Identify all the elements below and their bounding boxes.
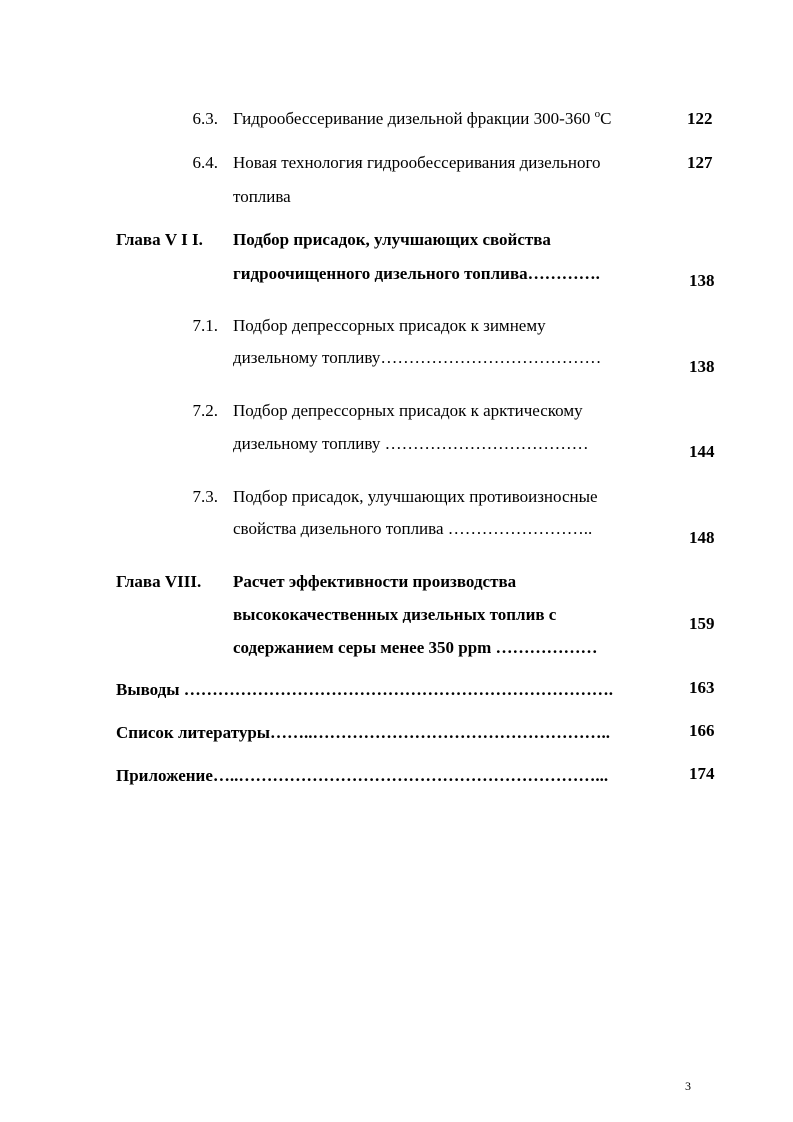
toc-conclusions-page: 163	[689, 678, 715, 697]
toc-ch8-page: 159	[689, 614, 715, 633]
toc-6-4-number: 6.4.	[192, 153, 218, 172]
toc-7-3-line1: Подбор присадок, улучшающих противоизносные	[233, 487, 598, 506]
toc-references-label: Список литературы……..……………………………………………..	[116, 723, 611, 742]
toc-7-1-number: 7.1.	[192, 316, 218, 335]
toc-ch7-line2: гидроочищенного дизельного топлива………….	[233, 264, 600, 283]
toc-6-3-degree: o	[594, 108, 601, 120]
toc-6-3-text: Гидрообессеривание дизельной фракции 300-360	[233, 109, 595, 128]
toc-ch8-label: Глава VIII.	[116, 572, 202, 591]
toc-7-3-number: 7.3.	[192, 487, 218, 506]
toc-ch8-line1: Расчет эффективности производства	[233, 572, 517, 591]
toc-ch7-page: 138	[689, 271, 715, 290]
page-number: 3	[685, 1079, 691, 1093]
toc-7-2-page: 144	[689, 442, 715, 461]
toc-references-page: 166	[689, 721, 715, 740]
toc-appendix-page: 174	[689, 764, 715, 783]
toc-6-3-unit: C	[600, 109, 612, 128]
toc-6-3-number: 6.3.	[192, 109, 218, 128]
toc-7-1-line2: дизельному топливу…………………………………	[233, 348, 602, 367]
toc-6-4-page: 127	[687, 153, 713, 172]
toc-ch8-line3: содержанием серы менее 350 ppm ………………	[233, 638, 598, 657]
toc-appendix-label: Приложение…..………………………………………………………...	[116, 766, 609, 785]
toc-7-3-line2: свойства дизельного топлива ……………………..	[233, 519, 593, 538]
toc-6-3-title	[233, 109, 611, 129]
toc-7-3-page: 148	[689, 528, 715, 547]
toc-7-1-line1: Подбор депрессорных присадок к зимнему	[233, 316, 546, 335]
toc-ch8-line2: высококачественных дизельных топлив с	[233, 605, 557, 624]
toc-7-1-page: 138	[689, 357, 715, 376]
toc-ch7-label: Глава V I I.	[116, 230, 203, 249]
toc-7-2-line2: дизельному топливу ………………………………	[233, 434, 589, 453]
toc-6-4-line1: Новая технология гидрообессеривания дизельного	[233, 153, 601, 172]
toc-7-2-number: 7.2.	[192, 401, 218, 420]
toc-conclusions-label: Выводы ………………………………………………………………….	[116, 680, 614, 699]
toc-ch7-line1: Подбор присадок, улучшающих свойства	[233, 230, 551, 249]
toc-7-2-line1: Подбор депрессорных присадок к арктическому	[233, 401, 583, 420]
toc-6-3-page: 122	[687, 109, 713, 128]
toc-6-4-line2: топлива	[233, 187, 291, 206]
